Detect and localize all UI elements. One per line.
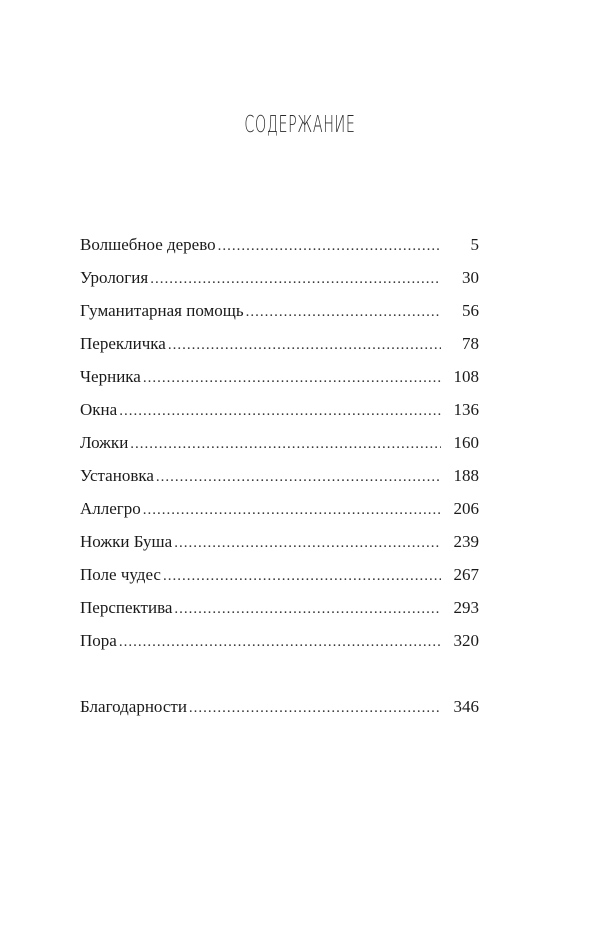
page-title: СОДЕРЖАНИЕ — [244, 112, 356, 138]
toc-entry — [80, 228, 479, 261]
toc-entry-acknowledgements — [80, 690, 479, 723]
toc-entry-title: Гуманитарная помощь — [80, 301, 244, 320]
toc-entry — [80, 426, 479, 459]
toc-dot-leader — [174, 527, 441, 558]
toc-entry — [80, 261, 479, 294]
toc-entry-page: 188 — [453, 466, 479, 485]
toc-dot-leader — [163, 560, 441, 591]
toc-entry-title: Перспектива — [80, 598, 173, 617]
toc-entry-title: Ложки — [80, 433, 129, 452]
toc-dot-leader — [143, 362, 441, 393]
toc-entry-title: Окна — [80, 400, 118, 419]
toc-entry — [80, 591, 479, 624]
toc-dot-leader — [174, 593, 441, 624]
toc-entry — [80, 558, 479, 591]
toc-dot-leader — [119, 626, 441, 657]
toc-entry-title: Благодарности — [80, 697, 187, 716]
toc-entry-page: 5 — [470, 235, 479, 254]
toc-entry-page: 56 — [462, 301, 479, 320]
toc-entry — [80, 294, 479, 327]
toc-entry-page: 78 — [462, 334, 479, 353]
toc-entry — [80, 459, 479, 492]
toc-dot-leader — [189, 692, 441, 723]
toc-dot-leader — [218, 230, 441, 261]
toc-entry-title: Ножки Буша — [80, 532, 173, 551]
toc-entry-title: Урология — [80, 268, 149, 287]
toc-entry — [80, 624, 479, 657]
toc-entry-page: 160 — [453, 433, 479, 452]
toc-dot-leader — [130, 428, 441, 459]
toc-list — [80, 228, 479, 657]
toc-entry-title: Установка — [80, 466, 154, 485]
toc-dot-leader — [143, 494, 441, 525]
toc-entry-title: Поле чудес — [80, 565, 161, 584]
toc-entry-page: 293 — [453, 598, 479, 617]
toc-entry-title: Волшебное дерево — [80, 235, 216, 254]
toc-dot-leader — [156, 461, 441, 492]
toc-dot-leader — [150, 263, 441, 294]
toc-entry-page: 206 — [453, 499, 479, 518]
toc-entry-page: 320 — [453, 631, 479, 650]
toc-entry-title: Аллегро — [80, 499, 141, 518]
toc-entry-page: 239 — [453, 532, 479, 551]
toc-dot-leader — [246, 296, 441, 327]
toc-entry — [80, 393, 479, 426]
toc-entry-title: Перекличка — [80, 334, 166, 353]
toc-dot-leader — [168, 329, 441, 360]
toc-entry — [80, 327, 479, 360]
toc-entry-page: 108 — [453, 367, 479, 386]
toc-entry — [80, 525, 479, 558]
toc-entry-page: 30 — [462, 268, 479, 287]
toc-extra-list — [80, 690, 479, 723]
toc-entry — [80, 360, 479, 393]
toc-entry-page: 346 — [453, 697, 479, 716]
toc-entry-title: Черника — [80, 367, 141, 386]
toc-entry — [80, 492, 479, 525]
toc-dot-leader — [119, 395, 441, 426]
toc-entry-title: Пора — [80, 631, 117, 650]
toc-entry-page: 136 — [453, 400, 479, 419]
toc-entry-page: 267 — [453, 565, 479, 584]
